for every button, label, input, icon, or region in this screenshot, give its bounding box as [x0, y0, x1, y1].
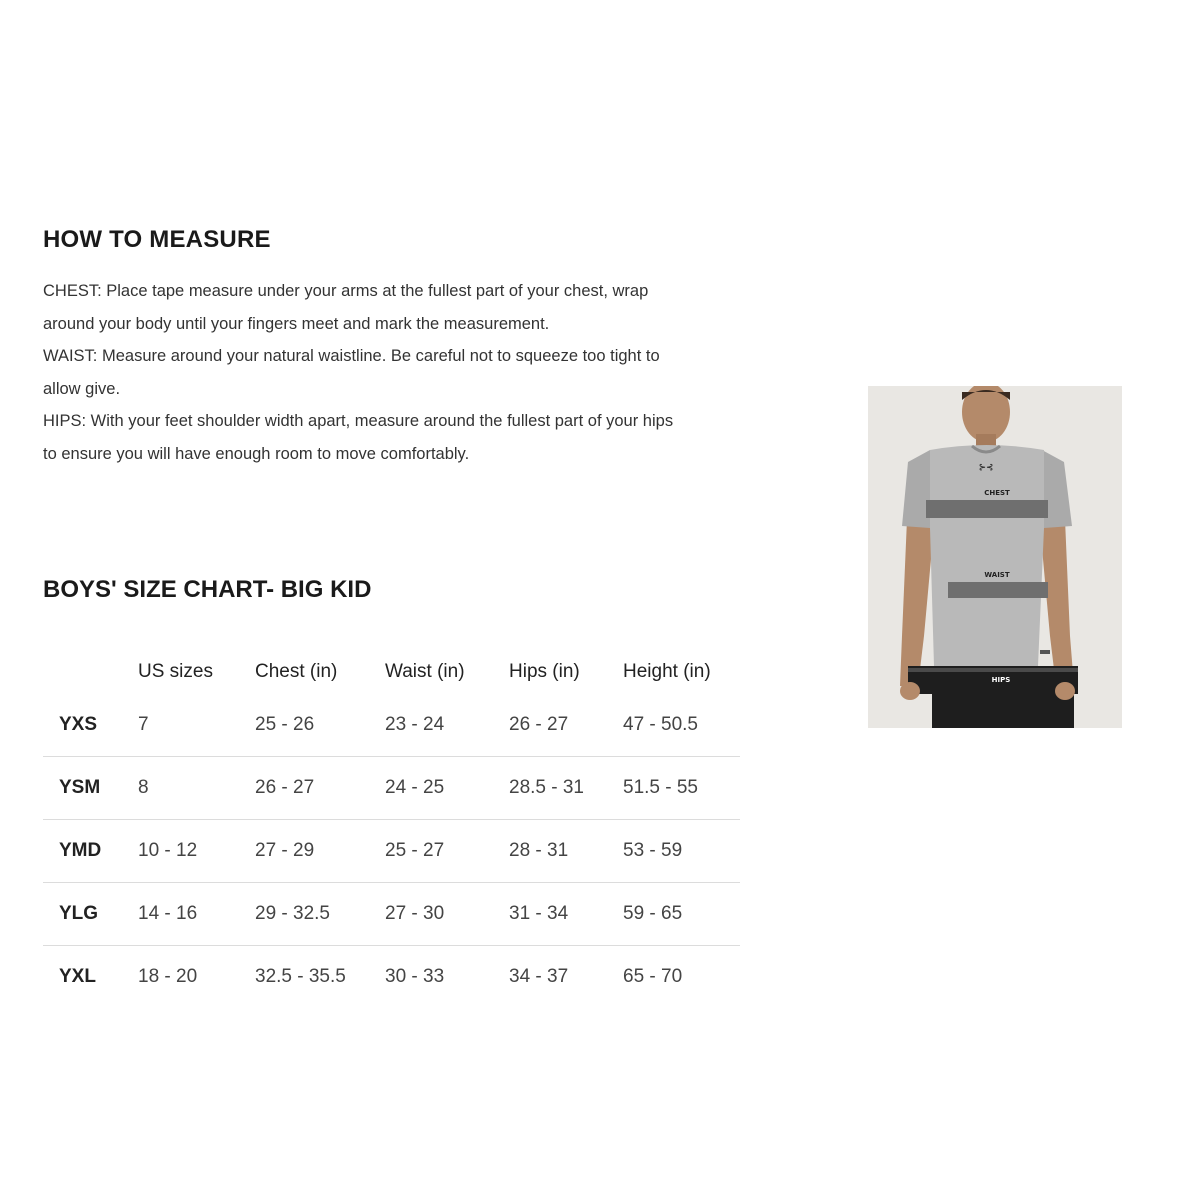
size-chart-table: [43, 650, 740, 1008]
chest-label: CHEST: [984, 489, 1010, 497]
boy-illustration: [868, 386, 1122, 728]
size-chart-title: BOYS' SIZE CHART- BIG KID: [43, 576, 372, 603]
table-row: [43, 694, 740, 757]
table-row: [43, 946, 740, 1009]
us-size-cell: 10 - 12: [138, 820, 255, 883]
table-header-row: [43, 650, 740, 694]
brand-logo-icon: ⊱⊰: [978, 463, 994, 473]
size-code-cell: YSM: [43, 757, 138, 820]
waist-instruction: WAIST: Measure around your natural waistline. Be careful not to squeeze too tight to allow give.: [43, 347, 660, 398]
header-chest: Chest (in): [255, 661, 338, 682]
hips-cell: 31 - 34: [509, 883, 623, 946]
header-size-code: [43, 650, 138, 694]
size-code-cell: YMD: [43, 820, 138, 883]
height-cell: 65 - 70: [623, 946, 740, 1009]
size-code-cell: YLG: [43, 883, 138, 946]
hips-cell: 34 - 37: [509, 946, 623, 1009]
height-cell: 59 - 65: [623, 883, 740, 946]
waist-band: [948, 582, 1048, 598]
height-cell: 51.5 - 55: [623, 757, 740, 820]
right-hand: [1055, 682, 1075, 700]
hips-cell: 28.5 - 31: [509, 757, 623, 820]
measurement-figure: [868, 386, 1122, 728]
chest-cell: 27 - 29: [255, 820, 385, 883]
size-code-cell: YXS: [59, 714, 98, 735]
us-size-cell: 7: [138, 714, 149, 735]
table-row: [43, 883, 740, 946]
waist-label: WAIST: [984, 571, 1010, 579]
waist-cell: 25 - 27: [385, 820, 509, 883]
size-code-cell: YXL: [43, 946, 138, 1009]
hips-instruction: HIPS: With your feet shoulder width apart, measure around the fullest part of your hips to ensure you will have enough room to move comfortably.: [43, 412, 674, 463]
chest-cell: 26 - 27: [255, 757, 385, 820]
table-row: [43, 757, 740, 820]
chest-cell: 25 - 26: [255, 714, 315, 735]
waist-cell: 27 - 30: [385, 883, 509, 946]
chest-instruction: CHEST: Place tape measure under your arms at the fullest part of your chest, wrap around your body until your fingers meet and mark the measurement.: [43, 282, 649, 333]
us-size-cell: 18 - 20: [138, 946, 255, 1009]
us-size-cell: 8: [138, 757, 255, 820]
hips-label: HIPS: [991, 676, 1011, 684]
waist-cell: 30 - 33: [385, 946, 509, 1009]
table-row: [43, 820, 740, 883]
shirt: [930, 445, 1044, 666]
chest-cell: 29 - 32.5: [255, 883, 385, 946]
height-cell: 47 - 50.5: [623, 714, 698, 735]
us-size-cell: 14 - 16: [138, 883, 255, 946]
left-hand: [900, 682, 920, 700]
header-height: Height (in): [623, 661, 711, 682]
header-waist: Waist (in): [385, 661, 465, 682]
hips-cell: 28 - 31: [509, 820, 623, 883]
chest-cell: 32.5 - 35.5: [255, 946, 385, 1009]
height-cell: 53 - 59: [623, 820, 740, 883]
chest-band: [926, 500, 1048, 518]
header-hips: Hips (in): [509, 661, 580, 682]
shirt-tag-icon: [1040, 650, 1050, 654]
how-to-measure-title: HOW TO MEASURE: [43, 226, 271, 253]
hips-cell: 26 - 27: [509, 714, 569, 735]
waist-cell: 24 - 25: [385, 757, 509, 820]
hips-band-edge: [908, 668, 1078, 672]
measure-instructions: [43, 275, 683, 470]
waist-cell: 23 - 24: [385, 714, 445, 735]
header-us-sizes: US sizes: [138, 661, 213, 682]
